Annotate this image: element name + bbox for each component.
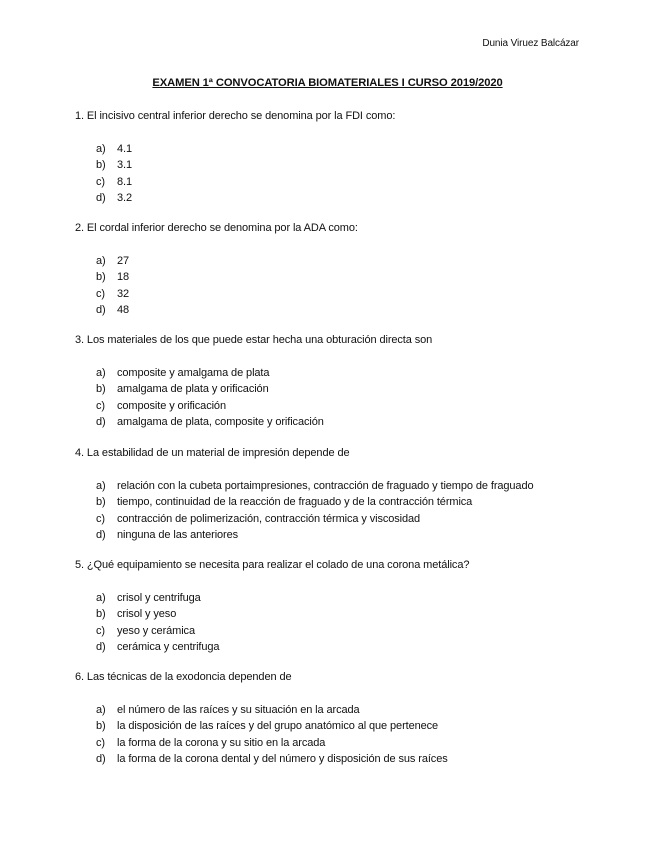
option-text: ninguna de las anteriores (117, 528, 239, 541)
exam-title: EXAMEN 1ª CONVOCATORIA BIOMATERIALES I CURSO 2019/2020 (152, 77, 503, 89)
option-text: 4.1 (117, 143, 132, 155)
option-text: cerámica y centrifuga (117, 640, 220, 653)
option-item (75, 414, 432, 430)
option-text: la forma de la corona dental y del número y disposición de sus raíces (117, 752, 448, 765)
option-text: 3.1 (117, 159, 132, 172)
option-letter: c) (96, 287, 105, 300)
option-item (75, 590, 469, 606)
question-1 (75, 109, 395, 206)
option-letter: d) (96, 191, 106, 204)
question-text: 3. Los materiales de los que puede estar hecha una obturación directa son (75, 334, 433, 346)
option-item (75, 174, 395, 190)
option-item (75, 702, 448, 718)
option-text: composite y orificación (117, 399, 226, 412)
option-letter: a) (96, 367, 106, 379)
options-list (75, 253, 358, 318)
option-item (75, 751, 448, 767)
option-text: crisol y yeso (117, 608, 177, 621)
question-text: 6. Las técnicas de la exodoncia dependen de (75, 671, 292, 683)
option-letter: b) (96, 159, 106, 172)
author-name: Dunia Viruez Balcázar (482, 38, 579, 49)
option-letter: c) (96, 512, 105, 525)
option-item (75, 639, 469, 655)
option-item (75, 623, 469, 639)
question-text: 2. El cordal inferior derecho se denomina por la ADA como: (75, 222, 358, 234)
option-text: 32 (117, 287, 130, 300)
option-item (75, 365, 432, 381)
question-6 (75, 670, 448, 767)
option-item (75, 286, 358, 302)
option-letter: b) (96, 271, 106, 284)
option-letter: a) (96, 480, 106, 492)
question-text: 1. El incisivo central inferior derecho se denomina por la FDI como: (75, 110, 396, 122)
option-letter: a) (96, 143, 106, 155)
option-item (75, 141, 395, 157)
option-letter: b) (96, 383, 106, 396)
option-item (75, 735, 448, 751)
question-4 (75, 446, 533, 543)
option-letter: d) (96, 640, 106, 653)
option-text: relación con la cubeta portaimpresiones, contracción de fraguado y tiempo de fraguado (117, 480, 534, 492)
option-item (75, 494, 533, 510)
question-3 (75, 333, 432, 430)
options-list (75, 365, 432, 430)
option-letter: a) (96, 255, 106, 267)
option-item (75, 381, 432, 397)
option-letter: d) (96, 528, 106, 541)
option-letter: d) (96, 303, 106, 316)
option-item (75, 302, 358, 318)
option-text: crisol y centrifuga (117, 592, 201, 604)
option-text: amalgama de plata, composite y orificación (117, 415, 324, 428)
option-text: yeso y cerámica (117, 624, 195, 637)
options-list (75, 702, 448, 767)
option-item (75, 157, 395, 173)
option-letter: b) (96, 496, 106, 509)
option-text: contracción de polimerización, contracción térmica y viscosidad (117, 512, 421, 525)
option-letter: a) (96, 592, 106, 604)
option-text: 18 (117, 271, 130, 284)
option-item (75, 527, 533, 543)
options-list (75, 478, 533, 543)
option-letter: c) (96, 624, 105, 637)
question-2 (75, 221, 358, 318)
option-text: 3.2 (117, 191, 132, 204)
option-text: tiempo, continuidad de la reacción de fraguado y de la contracción térmica (117, 496, 473, 509)
option-letter: d) (96, 415, 106, 428)
options-list (75, 590, 469, 655)
option-text: 8.1 (117, 175, 132, 188)
option-text: la disposición de las raíces y del grupo anatómico al que pertenece (117, 720, 439, 733)
question-5 (75, 558, 469, 655)
option-letter: c) (96, 399, 105, 412)
option-item (75, 511, 533, 527)
option-item (75, 478, 533, 494)
option-text: 27 (117, 255, 130, 267)
option-text: composite y amalgama de plata (117, 367, 270, 379)
question-text: 4. La estabilidad de un material de impresión depende de (75, 447, 350, 459)
option-item (75, 253, 358, 269)
option-text: el número de las raíces y su situación en la arcada (117, 704, 360, 716)
options-list (75, 141, 395, 206)
option-item (75, 398, 432, 414)
option-letter: d) (96, 752, 106, 765)
option-letter: c) (96, 736, 105, 749)
option-letter: a) (96, 704, 106, 716)
option-item (75, 190, 395, 206)
option-item (75, 718, 448, 734)
option-item (75, 606, 469, 622)
question-text: 5. ¿Qué equipamiento se necesita para realizar el colado de una corona metálica? (75, 559, 470, 571)
option-letter: b) (96, 720, 106, 733)
option-letter: b) (96, 608, 106, 621)
option-letter: c) (96, 175, 105, 188)
option-text: 48 (117, 303, 130, 316)
option-text: amalgama de plata y orificación (117, 383, 269, 396)
option-text: la forma de la corona y su sitio en la arcada (117, 736, 326, 749)
option-item (75, 269, 358, 285)
